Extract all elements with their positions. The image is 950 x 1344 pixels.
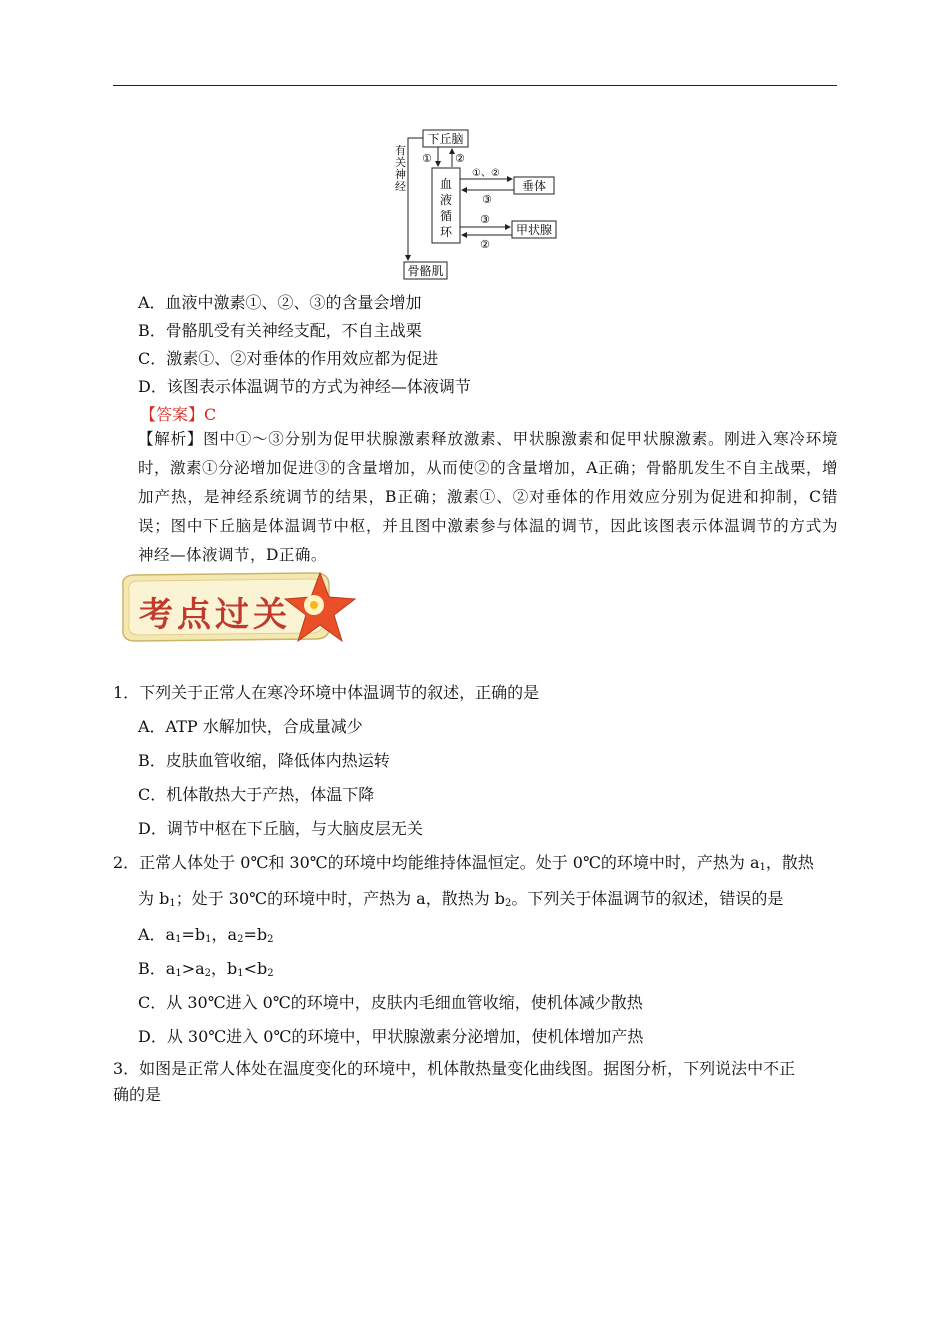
svg-text:有: 有 [395, 144, 406, 157]
answer-value: C [204, 405, 217, 424]
banner-title: 考点过关 [139, 595, 291, 635]
explanation: 【解析】图中①～③分别为促甲状腺激素释放激素、甲状腺激素和促甲状腺激素。刚进入寒冷环境时，激素①分泌增加促进③的含量增加，从而使②的含量增加，A正确；骨骼肌发生不自主战栗，增加产热，是神经系统调节的结果，B正确；激素①、②对垂体的作用效应分别为促进和抑制，C错误；图中下丘脑是体温调节中枢，并且图中激素参与体温的调节，因此该图表示体温调节的方式为神经—体液调节，D正确。 [138, 430, 838, 564]
svg-text:关: 关 [395, 156, 406, 169]
svg-text:垂体: 垂体 [521, 179, 547, 193]
question-1-option-a: A．ATP 水解加快，合成量减少 [138, 717, 363, 736]
header-rule [113, 85, 837, 86]
svg-text:血: 血 [439, 177, 453, 191]
question-1-option-c: C．机体散热大于产热，体温下降 [138, 785, 375, 804]
svg-text:循: 循 [439, 209, 453, 223]
svg-text:环: 环 [439, 225, 453, 239]
answer-label: 【答案】 [140, 405, 205, 424]
question-1-option-b: B．皮肤血管收缩，降低体内热运转 [138, 751, 390, 770]
section-banner [115, 567, 365, 647]
question-2-stem-line2: 为 $b_1$；处于 30℃的环境中时，产热为 a，散热为 $b_2$。下列关于体温调节的叙述，错误的是 [138, 889, 784, 909]
question-2-option-c: C．从 30℃进入 0℃的环境中，皮肤内毛细血管收缩，使机体减少散热 [138, 993, 643, 1012]
option-b: B．骨骼肌受有关神经支配，不自主战栗 [138, 321, 422, 340]
svg-text:液: 液 [439, 193, 453, 207]
option-d: D．该图表示体温调节的方式为神经—体液调节 [138, 377, 471, 396]
svg-text:②: ② [480, 238, 490, 251]
svg-text:③: ③ [482, 193, 492, 206]
svg-text:神: 神 [395, 168, 406, 181]
question-1-option-d: D．调节中枢在下丘脑，与大脑皮层无关 [138, 819, 423, 838]
svg-text:③: ③ [480, 213, 490, 226]
thermoregulation-diagram [390, 126, 570, 281]
question-3-stem-line1: 3．如图是正常人体处在温度变化的环境中，机体散热量变化曲线图。据图分析，下列说法中不正 [113, 1059, 796, 1078]
svg-text:①: ① [422, 152, 432, 165]
question-1-stem: 1．下列关于正常人在寒冷环境中体温调节的叙述，正确的是 [113, 683, 540, 702]
option-a: A．血液中激素①、②、③的含量会增加 [138, 293, 422, 312]
question-2-option-d: D．从 30℃进入 0℃的环境中，甲状腺激素分泌增加，使机体增加产热 [138, 1027, 644, 1046]
svg-text:经: 经 [395, 180, 406, 193]
question-3-stem-line2: 确的是 [113, 1085, 162, 1104]
svg-text:①、②: ①、② [472, 168, 500, 179]
question-2-option-a: A．$a_1=b_1$，$a_2=b_2$ [138, 925, 274, 945]
answer-line [140, 402, 950, 425]
svg-text:骨骼肌: 骨骼肌 [407, 264, 444, 278]
option-c: C．激素①、②对垂体的作用效应都为促进 [138, 349, 439, 368]
question-2-stem-line1: 2．正常人体处于 0℃和 30℃的环境中均能维持体温恒定。处于 0℃的环境中时，产热为 $a_1$，散热 [113, 853, 814, 873]
svg-text:甲状腺: 甲状腺 [515, 223, 553, 237]
question-2-option-b: B．$a_1>a_2$，$b_1<b_2$ [138, 959, 274, 979]
svg-text:②: ② [455, 152, 465, 165]
label-hypothalamus: 下丘脑 [427, 132, 464, 146]
